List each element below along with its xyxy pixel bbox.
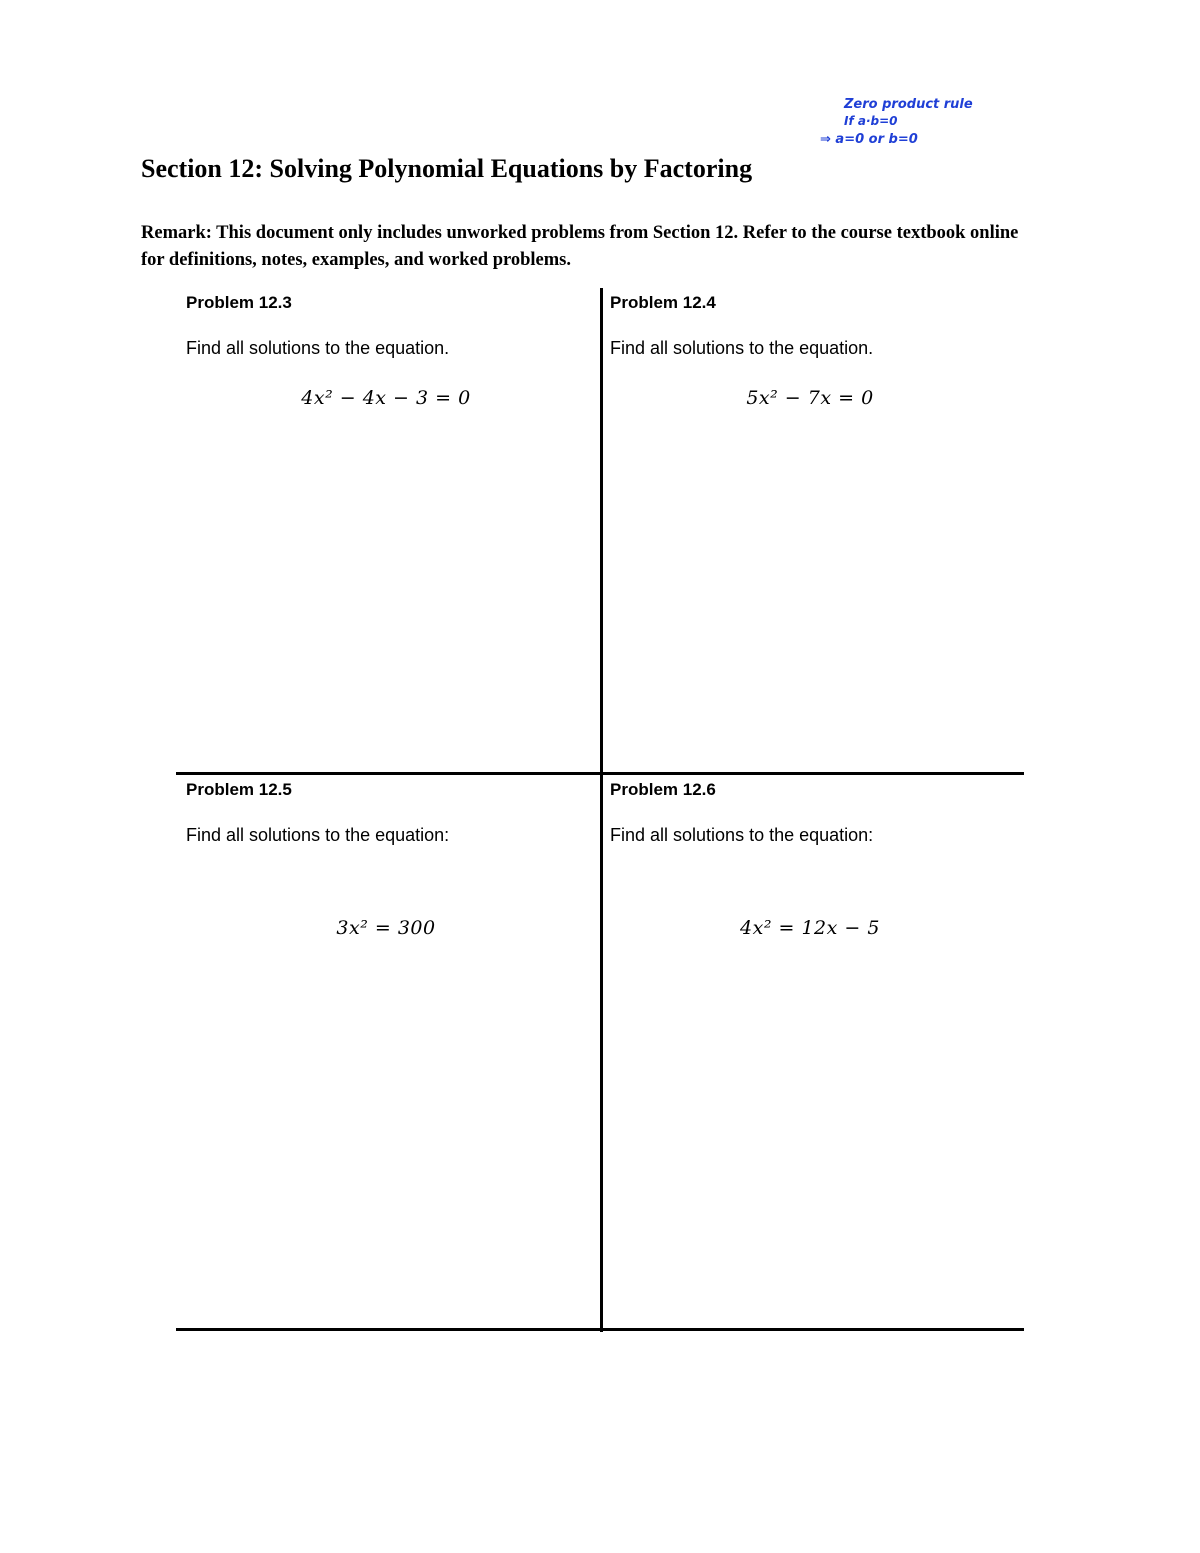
remark-paragraph: Remark: This document only includes unworked problems from Section 12. Refer to the course textbook online for definitions, notes, examples, and worked problems. [141,223,1019,270]
problem-prompt: Find all solutions to the equation. [186,338,450,358]
problem-cell-12-4 [610,292,1010,409]
problem-title: Problem 12.5 [186,780,292,799]
problem-title: Problem 12.4 [610,293,716,312]
handwritten-note-line-2: If a·b=0 [844,114,898,128]
grid-bottom-divider [176,1328,1024,1331]
problem-cell-12-5 [186,779,586,939]
handwritten-note-line-3: ⇒ a=0 or b=0 [820,132,918,147]
problem-equation: 3x² = 300 [336,917,436,939]
grid-middle-divider [176,772,1024,775]
problem-equation: 4x² = 12x − 5 [740,917,880,939]
page-title: Section 12: Solving Polynomial Equations by Factoring [141,154,753,183]
grid-vertical-divider [600,288,603,1332]
problem-cell-12-3 [186,292,586,409]
problem-equation: 5x² − 7x = 0 [746,387,874,409]
problem-title: Problem 12.3 [186,293,292,312]
handwritten-note [818,90,988,150]
problem-prompt: Find all solutions to the equation: [186,825,450,845]
problem-prompt: Find all solutions to the equation: [610,825,874,845]
handwritten-note-line-1: Zero product rule [844,97,973,112]
problem-prompt: Find all solutions to the equation. [610,338,874,358]
problem-cell-12-6 [610,779,1010,939]
problem-title: Problem 12.6 [610,780,716,799]
problem-equation: 4x² − 4x − 3 = 0 [301,387,471,409]
